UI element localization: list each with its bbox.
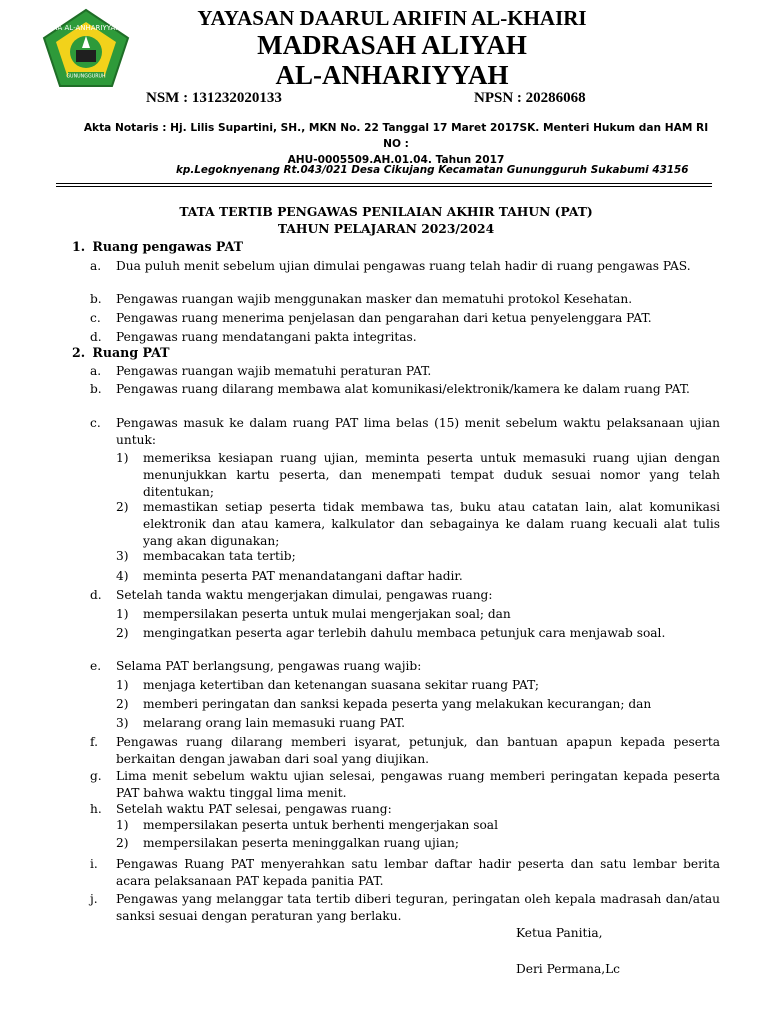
section-number: 1. — [72, 239, 86, 254]
sub-marker: 2) — [116, 836, 129, 850]
sub-item — [116, 625, 720, 642]
list-item — [90, 658, 720, 675]
item-marker: c. — [90, 416, 101, 430]
list-item — [90, 329, 720, 346]
sub-text: mempersilakan peserta untuk berhenti mengerjakan soal — [143, 818, 498, 832]
document-subtitle: TAHUN PELAJARAN 2023/2024 — [277, 221, 495, 236]
item-marker: b. — [90, 382, 102, 396]
sub-marker: 2) — [116, 500, 129, 514]
item-marker: f. — [90, 735, 98, 749]
item-text: Selama PAT berlangsung, pengawas ruang wajib: — [116, 659, 422, 673]
list-item — [90, 310, 720, 327]
item-marker: a. — [90, 364, 102, 378]
sub-item — [116, 548, 720, 565]
header-divider — [56, 183, 712, 184]
item-text: Pengawas Ruang PAT menyerahkan satu lembar daftar hadir peserta dan satu lembar berita acara pelaksanaan PAT kepada panitia PAT. — [116, 857, 720, 888]
foundation-name: YAYASAN DAARUL ARIFIN AL-KHAIRI — [197, 6, 587, 30]
sub-item — [116, 696, 720, 713]
sub-item — [116, 568, 720, 585]
sub-marker: 3) — [116, 549, 129, 563]
sub-text: memeriksa kesiapan ruang ujian, meminta peserta untuk memasuki ruang ujian dengan menunjukkan kartu peserta, dan menempati tempat duduk sesuai nomor yang telah ditentukan; — [143, 451, 720, 499]
logo-text-bottom: GUNUNGGURUH — [66, 74, 106, 80]
list-item — [90, 768, 720, 802]
sub-item — [116, 835, 720, 852]
item-marker: e. — [90, 659, 102, 673]
list-item — [90, 856, 720, 890]
sub-text: melarang orang lain memasuki ruang PAT. — [143, 716, 406, 730]
list-item — [90, 801, 720, 818]
sub-marker: 1) — [116, 607, 129, 621]
item-text: Pengawas yang melanggar tata tertib diberi teguran, peringatan oleh kepala madrasah dan/atau sanksi sesuai dengan peraturan yang berlaku. — [116, 892, 720, 923]
sub-item — [116, 450, 720, 501]
signature-role: Ketua Panitia, — [516, 926, 603, 940]
item-text: Dua puluh menit sebelum ujian dimulai pengawas ruang telah hadir di ruang pengawas PAS. — [116, 259, 691, 273]
sub-marker: 1) — [116, 678, 129, 692]
item-text: Setelah tanda waktu mengerjakan dimulai, pengawas ruang: — [116, 588, 493, 602]
sub-item — [116, 499, 720, 550]
sub-text: memastikan setiap peserta tidak membawa tas, buku atau catatan lain, alat komunikasi elektronik dan atau kamera, kalkulator dan sebagainya ke dalam ruang kecuali alat tulis yang akan digunakan; — [143, 500, 720, 548]
sub-text: mengingatkan peserta agar terlebih dahulu membaca petunjuk cara menjawab soal. — [143, 626, 666, 640]
item-text: Lima menit sebelum waktu ujian selesai, pengawas ruang memberi peringatan kepada peserta PAT bahwa waktu tinggal lima menit. — [116, 769, 720, 800]
item-marker: g. — [90, 769, 102, 783]
item-marker: d. — [90, 330, 102, 344]
item-text: Pengawas ruang menerima penjelasan dan pengarahan dari ketua penyelenggara PAT. — [116, 311, 652, 325]
sub-item — [116, 606, 720, 623]
sub-marker: 1) — [116, 451, 129, 465]
sub-marker: 1) — [116, 818, 129, 832]
item-text: Pengawas ruangan wajib mematuhi peraturan PAT. — [116, 364, 432, 378]
list-item — [90, 734, 720, 768]
list-item — [90, 415, 720, 449]
item-text: Setelah waktu PAT selesai, pengawas ruang: — [116, 802, 392, 816]
section-heading — [72, 345, 170, 360]
sub-item — [116, 677, 720, 694]
sub-text: menjaga ketertiban dan ketenangan suasana sekitar ruang PAT; — [143, 678, 539, 692]
list-item — [90, 363, 720, 380]
sub-marker: 2) — [116, 697, 129, 711]
item-text: Pengawas masuk ke dalam ruang PAT lima belas (15) menit sebelum waktu pelaksanaan ujian untuk: — [116, 416, 720, 447]
item-text: Pengawas ruangan wajib menggunakan masker dan mematuhi protokol Kesehatan. — [116, 292, 633, 306]
header-divider-thin — [56, 186, 712, 187]
notary-line2: AHU-0005509.AH.01.04. Tahun 2017 — [287, 154, 505, 166]
section-heading — [72, 239, 243, 254]
nsm-number: NSM : 131232020133 — [146, 90, 282, 106]
section-number: 2. — [72, 345, 86, 360]
item-marker: h. — [90, 802, 102, 816]
sub-text: meminta peserta PAT menandatangani daftar hadir. — [143, 569, 463, 583]
sub-text: memberi peringatan dan sanksi kepada peserta yang melakukan kecurangan; dan — [143, 697, 652, 711]
list-item — [90, 258, 720, 275]
item-marker: b. — [90, 292, 102, 306]
school-name-line1: MADRASAH ALIYAH — [257, 30, 527, 60]
list-item — [90, 381, 720, 398]
school-address: kp.Legoknyenang Rt.043/021 Desa Cikujang Kecamatan Gunungguruh Sukabumi 43156 — [176, 164, 689, 176]
sub-marker: 2) — [116, 626, 129, 640]
school-name-line2: AL-ANHARIYYAH — [275, 60, 509, 90]
section-title: Ruang PAT — [92, 345, 170, 360]
list-item — [90, 291, 720, 308]
item-marker: c. — [90, 311, 101, 325]
item-text: Pengawas ruang mendatangani pakta integritas. — [116, 330, 417, 344]
sub-marker: 4) — [116, 569, 129, 583]
item-marker: i. — [90, 857, 98, 871]
notary-line1: Akta Notaris : Hj. Lilis Supartini, SH., MKN No. 22 Tanggal 17 Maret 2017SK. Menteri Hukum dan HAM RI NO : — [83, 122, 709, 150]
item-marker: d. — [90, 588, 102, 602]
item-text: Pengawas ruang dilarang membawa alat komunikasi/elektronik/kamera ke dalam ruang PAT. — [116, 382, 690, 396]
section-title: Ruang pengawas PAT — [92, 239, 243, 254]
sub-text: mempersilakan peserta untuk mulai mengerjakan soal; dan — [143, 607, 511, 621]
sub-marker: 3) — [116, 716, 129, 730]
item-marker: a. — [90, 259, 102, 273]
sub-item — [116, 715, 720, 732]
signature-name: Deri Permana,Lc — [516, 962, 621, 976]
sub-text: mempersilakan peserta meninggalkan ruang ujian; — [143, 836, 459, 850]
sub-item — [116, 817, 720, 834]
document-title: TATA TERTIB PENGAWAS PENILAIAN AKHIR TAHUN (PAT) — [179, 204, 593, 219]
list-item — [90, 587, 720, 604]
school-logo — [38, 8, 134, 88]
item-text: Pengawas ruang dilarang memberi isyarat, petunjuk, dan bantuan apapun kepada peserta berkaitan dengan jawaban dari soal yang diujikan. — [116, 735, 720, 766]
list-item — [90, 891, 720, 925]
logo-text-top: MA AL-ANHARIYYAH — [51, 24, 121, 32]
npsn-number: NPSN : 20286068 — [474, 90, 586, 106]
sub-text: membacakan tata tertib; — [143, 549, 296, 563]
item-marker: j. — [90, 892, 98, 906]
notary-info — [76, 120, 716, 168]
